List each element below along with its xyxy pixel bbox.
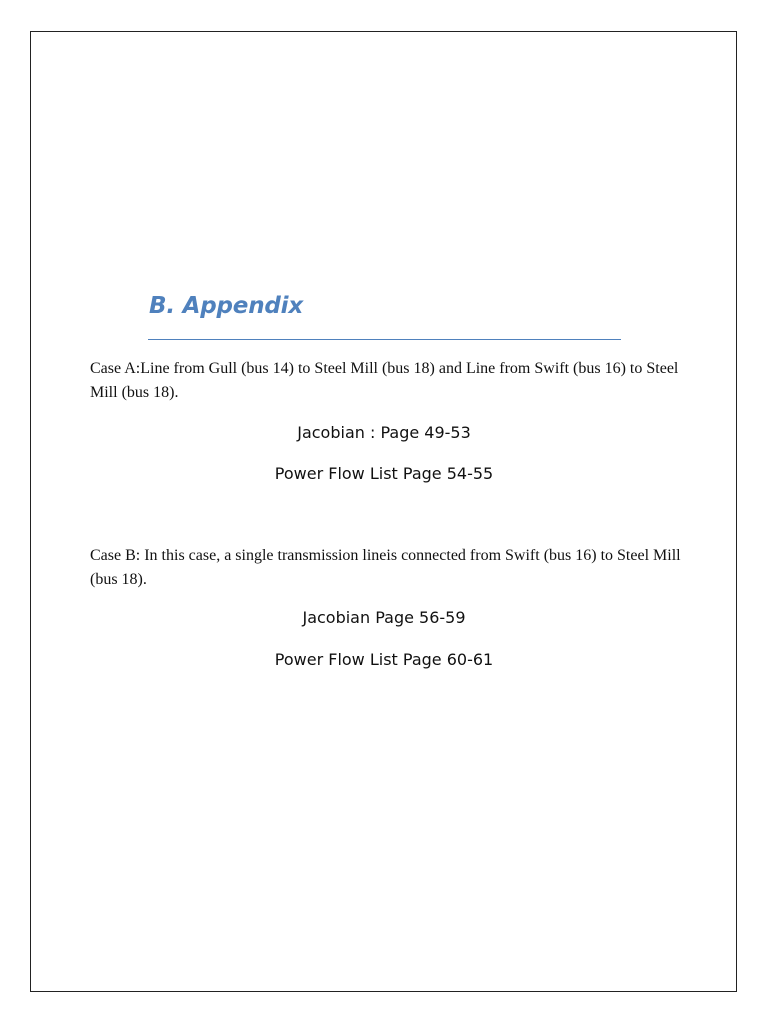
heading-underline <box>148 339 621 340</box>
appendix-heading: B. Appendix <box>149 293 303 319</box>
case-a-jacobian-ref: Jacobian : Page 49-53 <box>297 423 471 442</box>
case-b-jacobian-ref: Jacobian Page 56-59 <box>302 608 466 627</box>
case-a-description: Case A:Line from Gull (bus 14) to Steel Mill (bus 18) and Line from Swift (bus 16) to Steel Mill (bus 18). <box>90 360 679 401</box>
case-a-power-flow-ref: Power Flow List Page 54-55 <box>274 464 494 483</box>
page-border <box>30 31 737 992</box>
case-b-description: Case B: In this case, a single transmission lineis connected from Swift (bus 16) to Steel Mill (bus 18). <box>90 547 681 588</box>
case-b-power-flow-ref: Power Flow List Page 60-61 <box>274 650 494 669</box>
